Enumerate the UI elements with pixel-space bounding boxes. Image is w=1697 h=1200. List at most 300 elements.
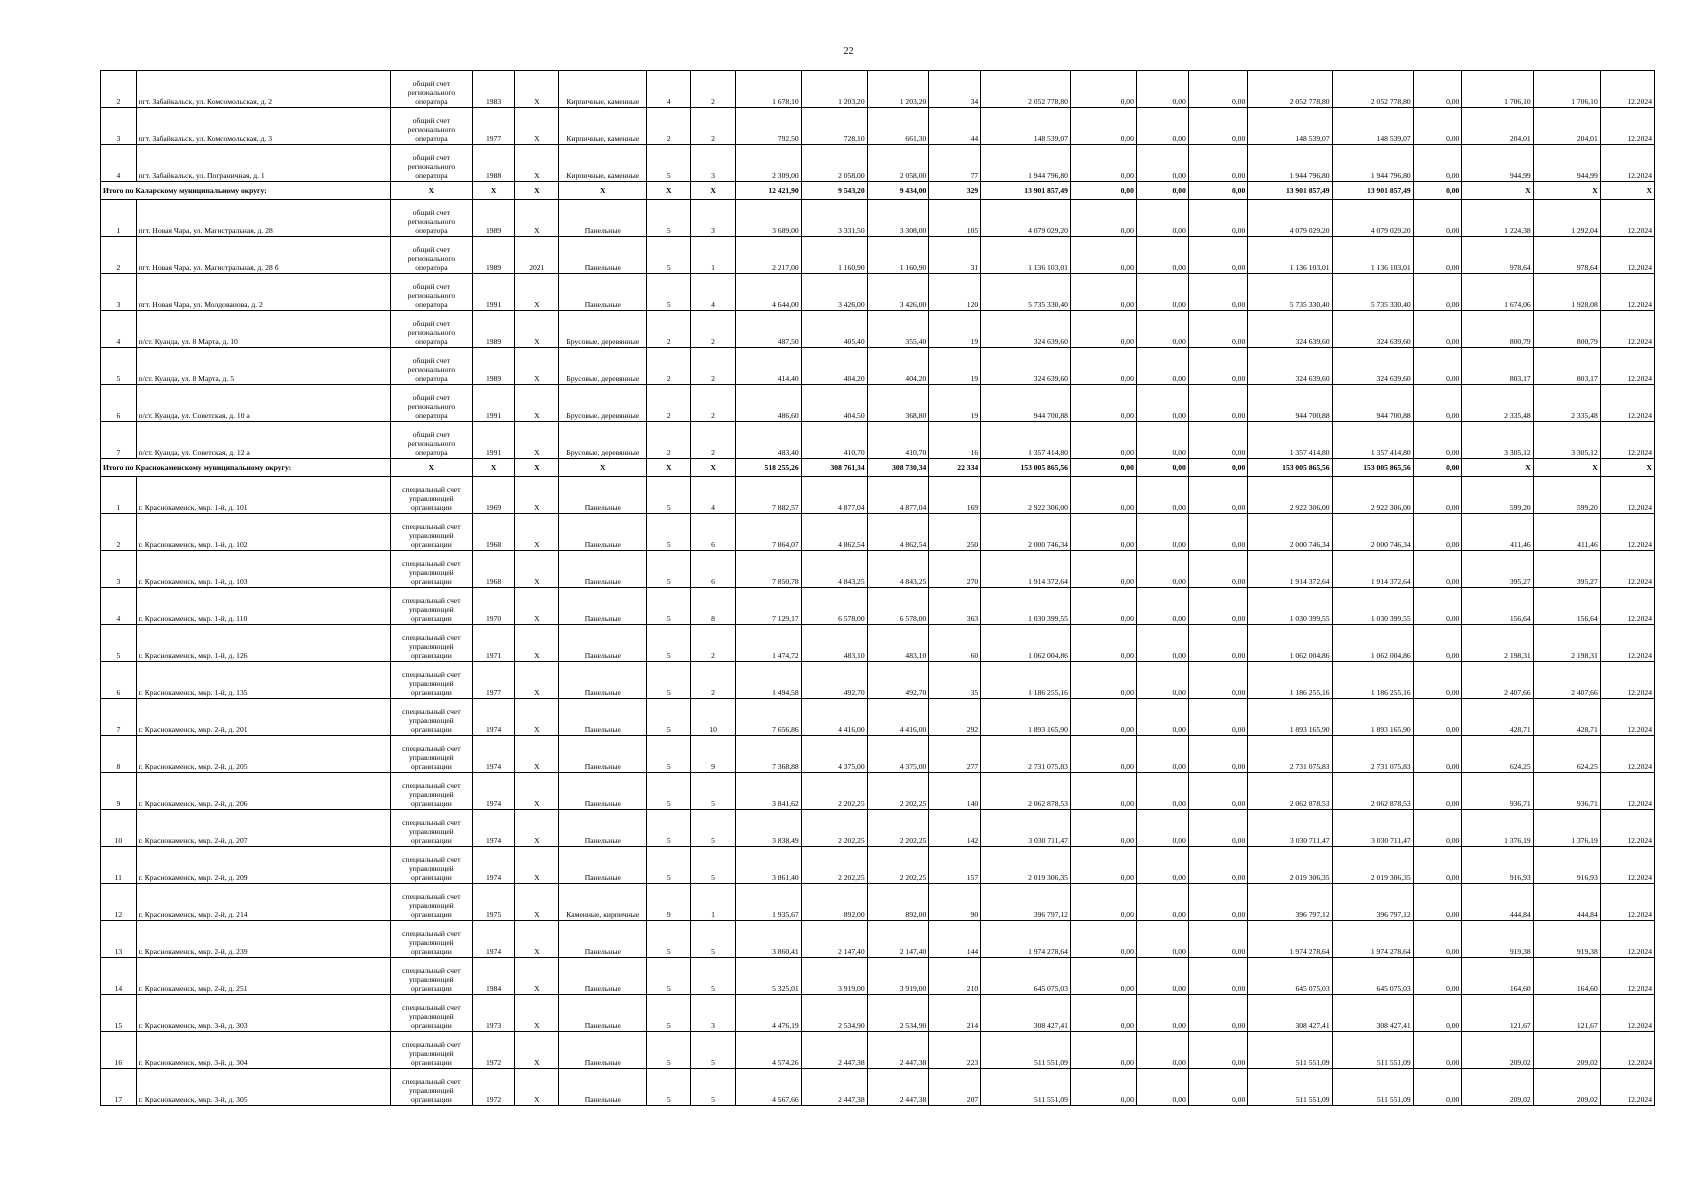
cell-build-year: 1969 xyxy=(472,477,514,514)
cell-max-unit-cost: 2 407,66 xyxy=(1533,662,1600,699)
cell-residential-area: 4 416,00 xyxy=(801,699,867,736)
total-total-area: 518 255,26 xyxy=(735,459,801,477)
cell-other-funds: 0,00 xyxy=(1413,71,1462,108)
cell-residential-area: 3 919,00 xyxy=(801,958,867,995)
cell-address: г. Краснокаменск, мкр. 1-й, д. 110 xyxy=(136,588,390,625)
cell-owner-funds-total: 324 639,60 xyxy=(1332,311,1413,348)
cell-municipal-funds: 0,00 xyxy=(1188,625,1247,662)
cell-residents: 31 xyxy=(929,237,981,274)
total-municipal-funds: 0,00 xyxy=(1188,459,1247,477)
cell-renovation-cost: 148 539,07 xyxy=(981,108,1071,145)
table-row xyxy=(101,699,1655,736)
cell-row-number: 16 xyxy=(101,1032,137,1069)
cell-address: г. Краснокаменск, мкр. 1-й, д. 101 xyxy=(136,477,390,514)
cell-residents: 214 xyxy=(929,995,981,1032)
cell-regional-funds: 0,00 xyxy=(1136,551,1188,588)
cell-wall-material: Панельные xyxy=(559,514,647,551)
cell-renovation-cost: 645 075,03 xyxy=(981,958,1071,995)
cell-build-year: 1991 xyxy=(472,385,514,422)
cell-row-number: 2 xyxy=(101,514,137,551)
cell-owned-area: 492,70 xyxy=(867,662,929,699)
cell-account-type: общий счет регионального оператора xyxy=(390,145,472,182)
total-account-type: X xyxy=(390,459,472,477)
cell-entrances: 5 xyxy=(691,810,735,847)
cell-max-unit-cost: 209,02 xyxy=(1533,1069,1600,1106)
cell-owner-funds: 2 000 746,34 xyxy=(1248,514,1332,551)
cell-floors: 2 xyxy=(647,385,691,422)
cell-federal-funds: 0,00 xyxy=(1070,958,1136,995)
cell-wall-material: Брусовые, деревянные xyxy=(559,422,647,459)
cell-floors: 5 xyxy=(647,736,691,773)
cell-floors: 5 xyxy=(647,145,691,182)
cell-residential-area: 4 877,04 xyxy=(801,477,867,514)
cell-renovation-cost: 2 731 075,83 xyxy=(981,736,1071,773)
cell-federal-funds: 0,00 xyxy=(1070,422,1136,459)
cell-account-type: общий счет регионального оператора xyxy=(390,71,472,108)
cell-residential-area: 4 862,54 xyxy=(801,514,867,551)
cell-entrances: 3 xyxy=(691,145,735,182)
total-regional-funds: 0,00 xyxy=(1136,459,1188,477)
cell-residential-area: 2 447,38 xyxy=(801,1069,867,1106)
table-body xyxy=(101,71,1655,1106)
total-renovation-cost: 153 005 865,56 xyxy=(981,459,1071,477)
cell-account-type: специальный счет управляющей организации xyxy=(390,477,472,514)
cell-renovation-year: X xyxy=(515,810,559,847)
cell-owner-funds-total: 308 427,41 xyxy=(1332,995,1413,1032)
cell-total-area: 4 476,19 xyxy=(735,995,801,1032)
cell-row-number: 12 xyxy=(101,884,137,921)
cell-owner-funds-total: 944 700,88 xyxy=(1332,385,1413,422)
cell-municipal-funds: 0,00 xyxy=(1188,274,1247,311)
cell-owner-funds-total: 396 797,12 xyxy=(1332,884,1413,921)
total-deadline: X xyxy=(1600,182,1654,200)
cell-unit-cost: 164,60 xyxy=(1462,958,1533,995)
cell-max-unit-cost: 1 706,10 xyxy=(1533,71,1600,108)
cell-wall-material: Панельные xyxy=(559,773,647,810)
cell-residential-area: 1 160,90 xyxy=(801,237,867,274)
cell-wall-material: Панельные xyxy=(559,995,647,1032)
cell-owner-funds-total: 4 079 029,20 xyxy=(1332,200,1413,237)
cell-regional-funds: 0,00 xyxy=(1136,514,1188,551)
cell-municipal-funds: 0,00 xyxy=(1188,477,1247,514)
cell-row-number: 1 xyxy=(101,477,137,514)
cell-residential-area: 2 447,38 xyxy=(801,1032,867,1069)
cell-renovation-year: X xyxy=(515,311,559,348)
cell-owner-funds-total: 5 735 330,40 xyxy=(1332,274,1413,311)
cell-owned-area: 2 202,25 xyxy=(867,773,929,810)
cell-address: г. Краснокаменск, мкр. 2-й, д. 214 xyxy=(136,884,390,921)
cell-owner-funds: 3 030 711,47 xyxy=(1248,810,1332,847)
cell-total-area: 3 841,62 xyxy=(735,773,801,810)
total-row xyxy=(101,182,1655,200)
cell-renovation-year: X xyxy=(515,958,559,995)
cell-address: г. Краснокаменск, мкр. 1-й, д. 126 xyxy=(136,625,390,662)
cell-municipal-funds: 0,00 xyxy=(1188,995,1247,1032)
cell-deadline: 12.2024 xyxy=(1600,422,1654,459)
cell-account-type: специальный счет управляющей организации xyxy=(390,625,472,662)
cell-max-unit-cost: 411,46 xyxy=(1533,514,1600,551)
cell-row-number: 17 xyxy=(101,1069,137,1106)
cell-account-type: специальный счет управляющей организации xyxy=(390,921,472,958)
cell-wall-material: Брусовые, деревянные xyxy=(559,385,647,422)
cell-entrances: 3 xyxy=(691,200,735,237)
cell-federal-funds: 0,00 xyxy=(1070,773,1136,810)
cell-owner-funds: 1 914 372,64 xyxy=(1248,551,1332,588)
cell-build-year: 1974 xyxy=(472,847,514,884)
cell-owner-funds: 1 944 796,80 xyxy=(1248,145,1332,182)
cell-other-funds: 0,00 xyxy=(1413,773,1462,810)
cell-owned-area: 404,20 xyxy=(867,348,929,385)
cell-owner-funds: 5 735 330,40 xyxy=(1248,274,1332,311)
cell-owner-funds: 944 700,88 xyxy=(1248,385,1332,422)
cell-owner-funds: 324 639,60 xyxy=(1248,311,1332,348)
table-row xyxy=(101,237,1655,274)
cell-wall-material: Панельные xyxy=(559,588,647,625)
cell-regional-funds: 0,00 xyxy=(1136,311,1188,348)
cell-owner-funds: 1 062 004,86 xyxy=(1248,625,1332,662)
cell-other-funds: 0,00 xyxy=(1413,422,1462,459)
cell-build-year: 1989 xyxy=(472,311,514,348)
cell-federal-funds: 0,00 xyxy=(1070,995,1136,1032)
cell-wall-material: Кирпичные, каменные xyxy=(559,71,647,108)
cell-row-number: 3 xyxy=(101,108,137,145)
cell-residential-area: 405,40 xyxy=(801,311,867,348)
cell-account-type: общий счет регионального оператора xyxy=(390,108,472,145)
cell-renovation-cost: 1 186 255,16 xyxy=(981,662,1071,699)
cell-regional-funds: 0,00 xyxy=(1136,237,1188,274)
cell-renovation-cost: 1 136 103,01 xyxy=(981,237,1071,274)
cell-account-type: специальный счет управляющей организации xyxy=(390,995,472,1032)
cell-residential-area: 410,70 xyxy=(801,422,867,459)
cell-owned-area: 4 877,04 xyxy=(867,477,929,514)
cell-deadline: 12.2024 xyxy=(1600,958,1654,995)
cell-total-area: 3 689,00 xyxy=(735,200,801,237)
cell-owned-area: 892,00 xyxy=(867,884,929,921)
cell-deadline: 12.2024 xyxy=(1600,71,1654,108)
cell-deadline: 12.2024 xyxy=(1600,921,1654,958)
cell-floors: 5 xyxy=(647,958,691,995)
cell-unit-cost: 204,01 xyxy=(1462,108,1533,145)
cell-build-year: 1989 xyxy=(472,200,514,237)
cell-floors: 2 xyxy=(647,311,691,348)
cell-owner-funds-total: 1 062 004,86 xyxy=(1332,625,1413,662)
cell-row-number: 6 xyxy=(101,662,137,699)
cell-account-type: специальный счет управляющей организации xyxy=(390,662,472,699)
cell-floors: 5 xyxy=(647,662,691,699)
cell-federal-funds: 0,00 xyxy=(1070,274,1136,311)
cell-account-type: общий счет регионального оператора xyxy=(390,237,472,274)
cell-renovation-year: X xyxy=(515,348,559,385)
cell-residents: 270 xyxy=(929,551,981,588)
cell-regional-funds: 0,00 xyxy=(1136,588,1188,625)
cell-address: г. Краснокаменск, мкр. 2-й, д. 239 xyxy=(136,921,390,958)
cell-municipal-funds: 0,00 xyxy=(1188,237,1247,274)
cell-municipal-funds: 0,00 xyxy=(1188,958,1247,995)
cell-federal-funds: 0,00 xyxy=(1070,847,1136,884)
cell-deadline: 12.2024 xyxy=(1600,477,1654,514)
cell-max-unit-cost: 978,64 xyxy=(1533,237,1600,274)
cell-unit-cost: 444,84 xyxy=(1462,884,1533,921)
cell-renovation-year: X xyxy=(515,1032,559,1069)
cell-other-funds: 0,00 xyxy=(1413,995,1462,1032)
cell-wall-material: Кирпичные, каменные xyxy=(559,108,647,145)
cell-floors: 2 xyxy=(647,422,691,459)
cell-unit-cost: 919,38 xyxy=(1462,921,1533,958)
cell-unit-cost: 121,67 xyxy=(1462,995,1533,1032)
cell-unit-cost: 1 674,06 xyxy=(1462,274,1533,311)
cell-wall-material: Панельные xyxy=(559,551,647,588)
cell-regional-funds: 0,00 xyxy=(1136,958,1188,995)
cell-owned-area: 2 534,90 xyxy=(867,995,929,1032)
cell-wall-material: Брусовые, деревянные xyxy=(559,348,647,385)
cell-account-type: специальный счет управляющей организации xyxy=(390,514,472,551)
total-owner-funds: 13 901 857,49 xyxy=(1248,182,1332,200)
cell-account-type: общий счет регионального оператора xyxy=(390,311,472,348)
total-residents: 329 xyxy=(929,182,981,200)
cell-max-unit-cost: 428,71 xyxy=(1533,699,1600,736)
cell-other-funds: 0,00 xyxy=(1413,514,1462,551)
cell-wall-material: Панельные xyxy=(559,625,647,662)
cell-max-unit-cost: 800,79 xyxy=(1533,311,1600,348)
cell-deadline: 12.2024 xyxy=(1600,773,1654,810)
cell-regional-funds: 0,00 xyxy=(1136,71,1188,108)
table-row xyxy=(101,958,1655,995)
cell-account-type: общий счет регионального оператора xyxy=(390,422,472,459)
cell-renovation-year: X xyxy=(515,662,559,699)
total-label: Итого по Каларскому муниципальному округу: xyxy=(101,182,391,200)
total-account-type: X xyxy=(390,182,472,200)
cell-entrances: 6 xyxy=(691,514,735,551)
cell-municipal-funds: 0,00 xyxy=(1188,736,1247,773)
cell-residents: 157 xyxy=(929,847,981,884)
cell-residents: 44 xyxy=(929,108,981,145)
total-other-funds: 0,00 xyxy=(1413,459,1462,477)
cell-other-funds: 0,00 xyxy=(1413,699,1462,736)
cell-regional-funds: 0,00 xyxy=(1136,1069,1188,1106)
cell-owned-area: 2 202,25 xyxy=(867,810,929,847)
cell-owned-area: 2 202,25 xyxy=(867,847,929,884)
total-owner-funds-total: 13 901 857,49 xyxy=(1332,182,1413,200)
cell-max-unit-cost: 1 292,04 xyxy=(1533,200,1600,237)
cell-renovation-cost: 308 427,41 xyxy=(981,995,1071,1032)
cell-total-area: 483,40 xyxy=(735,422,801,459)
cell-municipal-funds: 0,00 xyxy=(1188,884,1247,921)
cell-unit-cost: 1 224,38 xyxy=(1462,200,1533,237)
cell-renovation-year: X xyxy=(515,551,559,588)
cell-floors: 5 xyxy=(647,274,691,311)
cell-address: г. Краснокаменск, мкр. 3-й, д. 305 xyxy=(136,1069,390,1106)
cell-owner-funds-total: 2 019 306,35 xyxy=(1332,847,1413,884)
cell-federal-funds: 0,00 xyxy=(1070,921,1136,958)
cell-regional-funds: 0,00 xyxy=(1136,810,1188,847)
cell-owner-funds: 1 974 278,64 xyxy=(1248,921,1332,958)
cell-regional-funds: 0,00 xyxy=(1136,625,1188,662)
cell-regional-funds: 0,00 xyxy=(1136,200,1188,237)
cell-federal-funds: 0,00 xyxy=(1070,588,1136,625)
cell-other-funds: 0,00 xyxy=(1413,921,1462,958)
total-floors: X xyxy=(647,182,691,200)
cell-renovation-cost: 4 079 029,20 xyxy=(981,200,1071,237)
cell-renovation-cost: 511 551,09 xyxy=(981,1032,1071,1069)
total-owner-funds: 153 005 865,56 xyxy=(1248,459,1332,477)
cell-regional-funds: 0,00 xyxy=(1136,736,1188,773)
cell-unit-cost: 1 706,10 xyxy=(1462,71,1533,108)
cell-residential-area: 483,10 xyxy=(801,625,867,662)
cell-deadline: 12.2024 xyxy=(1600,699,1654,736)
cell-federal-funds: 0,00 xyxy=(1070,662,1136,699)
cell-renovation-cost: 2 000 746,34 xyxy=(981,514,1071,551)
cell-build-year: 1975 xyxy=(472,884,514,921)
cell-municipal-funds: 0,00 xyxy=(1188,108,1247,145)
cell-entrances: 2 xyxy=(691,625,735,662)
cell-row-number: 4 xyxy=(101,588,137,625)
cell-owner-funds: 2 052 778,80 xyxy=(1248,71,1332,108)
cell-build-year: 1974 xyxy=(472,699,514,736)
cell-renovation-cost: 5 735 330,40 xyxy=(981,274,1071,311)
cell-owner-funds: 1 186 255,16 xyxy=(1248,662,1332,699)
cell-regional-funds: 0,00 xyxy=(1136,699,1188,736)
cell-owner-funds: 2 922 306,00 xyxy=(1248,477,1332,514)
cell-account-type: общий счет регионального оператора xyxy=(390,200,472,237)
cell-address: пгт. Новая Чара, ул. Молдованова, д. 2 xyxy=(136,274,390,311)
table-row xyxy=(101,385,1655,422)
cell-residential-area: 892,00 xyxy=(801,884,867,921)
cell-floors: 5 xyxy=(647,921,691,958)
cell-account-type: специальный счет управляющей организации xyxy=(390,1069,472,1106)
cell-residential-area: 2 534,90 xyxy=(801,995,867,1032)
cell-renovation-year: X xyxy=(515,699,559,736)
cell-row-number: 8 xyxy=(101,736,137,773)
cell-renovation-year: X xyxy=(515,385,559,422)
cell-regional-funds: 0,00 xyxy=(1136,385,1188,422)
cell-other-funds: 0,00 xyxy=(1413,385,1462,422)
cell-floors: 5 xyxy=(647,995,691,1032)
total-federal-funds: 0,00 xyxy=(1070,182,1136,200)
cell-floors: 5 xyxy=(647,237,691,274)
cell-deadline: 12.2024 xyxy=(1600,385,1654,422)
cell-entrances: 2 xyxy=(691,385,735,422)
cell-unit-cost: 209,02 xyxy=(1462,1069,1533,1106)
table-row xyxy=(101,514,1655,551)
cell-renovation-cost: 1 062 004,86 xyxy=(981,625,1071,662)
cell-row-number: 6 xyxy=(101,385,137,422)
total-regional-funds: 0,00 xyxy=(1136,182,1188,200)
cell-residential-area: 2 202,25 xyxy=(801,773,867,810)
cell-renovation-year: X xyxy=(515,108,559,145)
cell-wall-material: Панельные xyxy=(559,237,647,274)
cell-municipal-funds: 0,00 xyxy=(1188,847,1247,884)
total-build-year: X xyxy=(472,459,514,477)
total-residential-area: 9 543,20 xyxy=(801,182,867,200)
cell-owner-funds-total: 1 030 399,55 xyxy=(1332,588,1413,625)
cell-municipal-funds: 0,00 xyxy=(1188,551,1247,588)
cell-residents: 223 xyxy=(929,1032,981,1069)
cell-floors: 5 xyxy=(647,810,691,847)
cell-owner-funds: 511 551,09 xyxy=(1248,1069,1332,1106)
cell-residential-area: 404,50 xyxy=(801,385,867,422)
cell-other-funds: 0,00 xyxy=(1413,588,1462,625)
cell-owner-funds: 1 136 103,01 xyxy=(1248,237,1332,274)
cell-renovation-cost: 1 974 278,64 xyxy=(981,921,1071,958)
total-federal-funds: 0,00 xyxy=(1070,459,1136,477)
cell-entrances: 5 xyxy=(691,1032,735,1069)
cell-federal-funds: 0,00 xyxy=(1070,699,1136,736)
cell-total-area: 486,60 xyxy=(735,385,801,422)
cell-owner-funds-total: 2 062 878,53 xyxy=(1332,773,1413,810)
cell-total-area: 4 644,00 xyxy=(735,274,801,311)
cell-unit-cost: 156,64 xyxy=(1462,588,1533,625)
cell-unit-cost: 2 407,66 xyxy=(1462,662,1533,699)
cell-regional-funds: 0,00 xyxy=(1136,348,1188,385)
cell-entrances: 5 xyxy=(691,921,735,958)
cell-municipal-funds: 0,00 xyxy=(1188,921,1247,958)
total-entrances: X xyxy=(691,459,735,477)
cell-other-funds: 0,00 xyxy=(1413,551,1462,588)
cell-renovation-year: X xyxy=(515,625,559,662)
cell-residential-area: 1 203,20 xyxy=(801,71,867,108)
cell-owner-funds-total: 511 551,09 xyxy=(1332,1032,1413,1069)
cell-renovation-year: X xyxy=(515,995,559,1032)
cell-residential-area: 492,70 xyxy=(801,662,867,699)
cell-total-area: 7 656,86 xyxy=(735,699,801,736)
cell-floors: 4 xyxy=(647,71,691,108)
cell-floors: 2 xyxy=(647,108,691,145)
cell-build-year: 1968 xyxy=(472,514,514,551)
cell-total-area: 7 129,17 xyxy=(735,588,801,625)
cell-max-unit-cost: 2 198,31 xyxy=(1533,625,1600,662)
cell-owner-funds-total: 1 974 278,64 xyxy=(1332,921,1413,958)
cell-floors: 2 xyxy=(647,348,691,385)
cell-row-number: 4 xyxy=(101,145,137,182)
table-row xyxy=(101,662,1655,699)
cell-owned-area: 410,70 xyxy=(867,422,929,459)
cell-municipal-funds: 0,00 xyxy=(1188,662,1247,699)
cell-federal-funds: 0,00 xyxy=(1070,108,1136,145)
cell-address: г. Краснокаменск, мкр. 2-й, д. 205 xyxy=(136,736,390,773)
cell-wall-material: Панельные xyxy=(559,847,647,884)
cell-max-unit-cost: 156,64 xyxy=(1533,588,1600,625)
cell-deadline: 12.2024 xyxy=(1600,551,1654,588)
table-row xyxy=(101,884,1655,921)
cell-owned-area: 368,80 xyxy=(867,385,929,422)
cell-build-year: 1977 xyxy=(472,662,514,699)
cell-residents: 207 xyxy=(929,1069,981,1106)
cell-other-funds: 0,00 xyxy=(1413,200,1462,237)
cell-unit-cost: 395,27 xyxy=(1462,551,1533,588)
cell-entrances: 6 xyxy=(691,551,735,588)
cell-total-area: 1 678,10 xyxy=(735,71,801,108)
cell-municipal-funds: 0,00 xyxy=(1188,1069,1247,1106)
cell-residents: 19 xyxy=(929,385,981,422)
total-renovation-cost: 13 901 857,49 xyxy=(981,182,1071,200)
table-row xyxy=(101,588,1655,625)
cell-unit-cost: 978,64 xyxy=(1462,237,1533,274)
cell-regional-funds: 0,00 xyxy=(1136,773,1188,810)
cell-address: г. Краснокаменск, мкр. 2-й, д. 201 xyxy=(136,699,390,736)
cell-federal-funds: 0,00 xyxy=(1070,237,1136,274)
cell-residential-area: 2 202,25 xyxy=(801,810,867,847)
cell-owned-area: 4 416,00 xyxy=(867,699,929,736)
cell-unit-cost: 209,02 xyxy=(1462,1032,1533,1069)
cell-other-funds: 0,00 xyxy=(1413,237,1462,274)
cell-renovation-year: X xyxy=(515,773,559,810)
cell-address: г. Краснокаменск, мкр. 1-й, д. 103 xyxy=(136,551,390,588)
cell-entrances: 2 xyxy=(691,348,735,385)
total-max-unit-cost: X xyxy=(1533,459,1600,477)
cell-federal-funds: 0,00 xyxy=(1070,884,1136,921)
cell-max-unit-cost: 803,17 xyxy=(1533,348,1600,385)
cell-wall-material: Кирпичные, каменные xyxy=(559,145,647,182)
